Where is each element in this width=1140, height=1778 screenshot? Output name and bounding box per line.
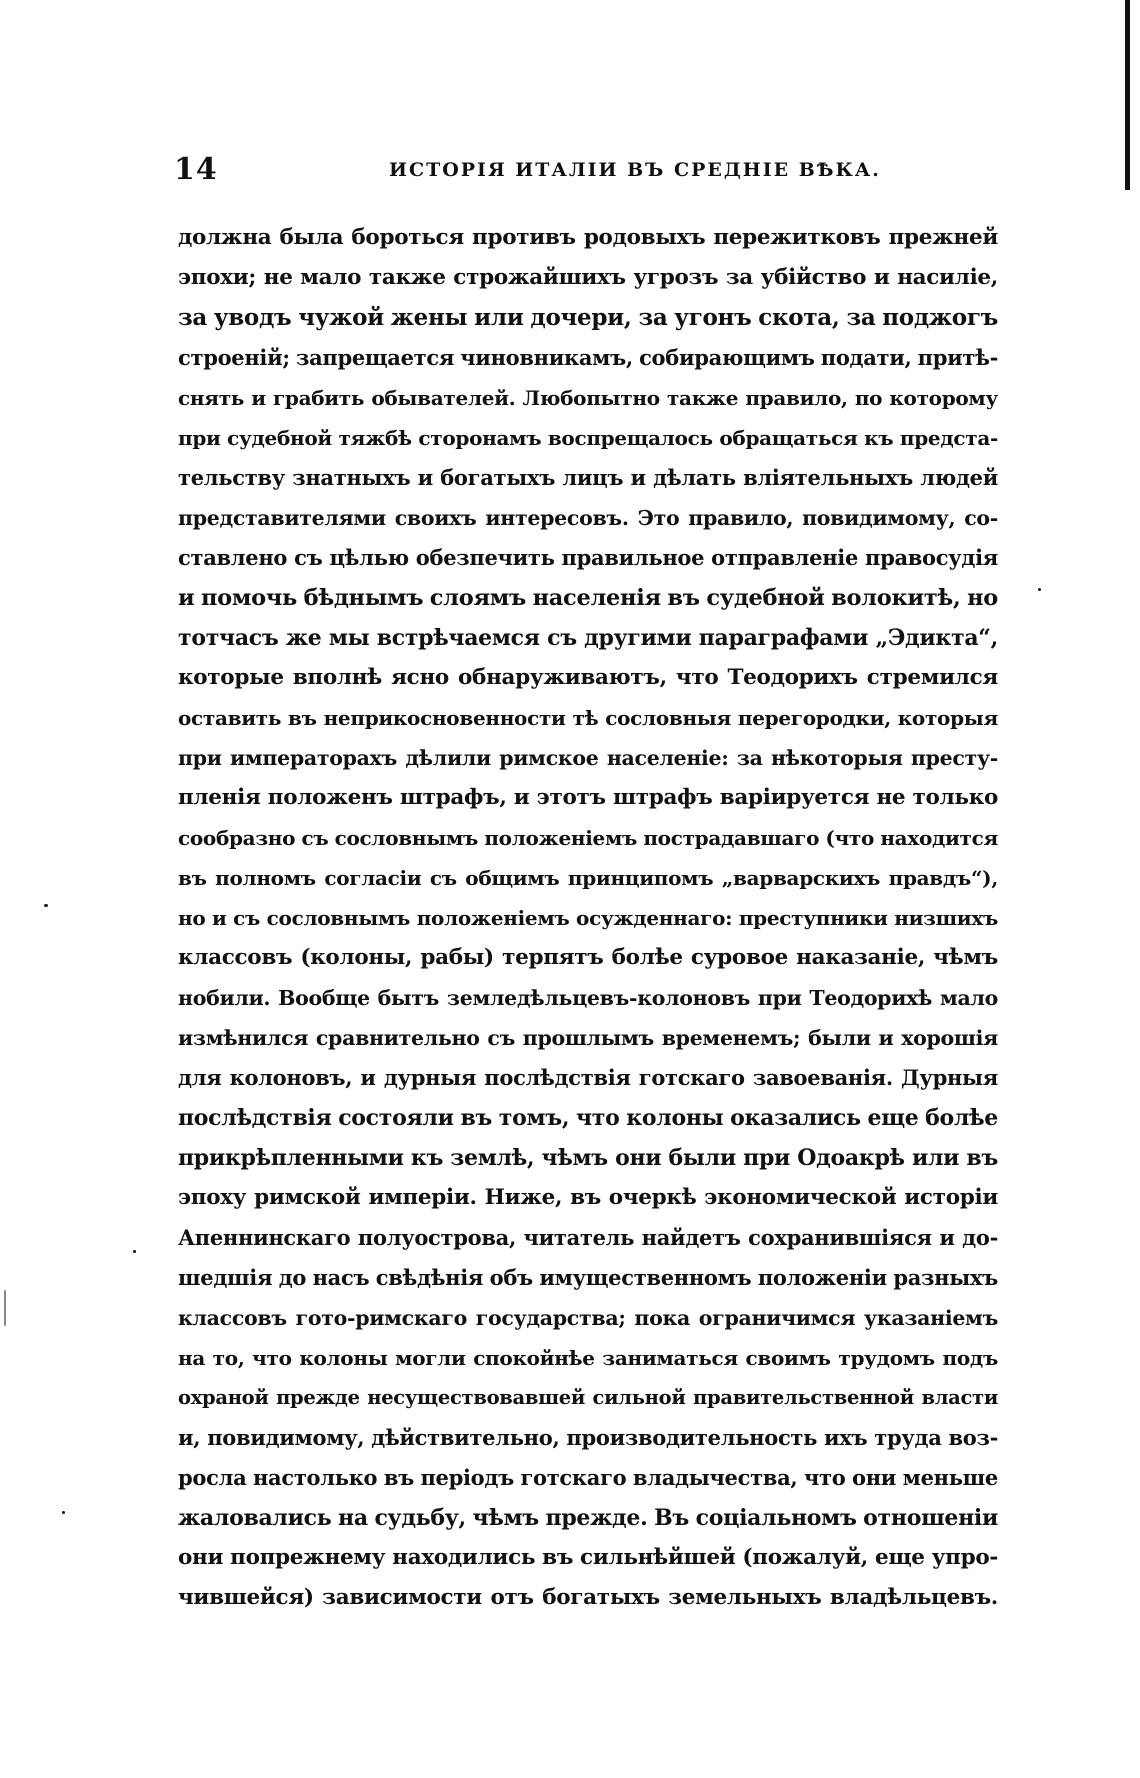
text-line: ставлено съ цѣлью обезпечить правильное отправленіе правосудія [178, 545, 998, 570]
text-line: должна была бороться противъ родовыхъ пережитковъ прежней [178, 225, 998, 250]
text-line: Апеннинскаго полуострова, читатель найдетъ сохранившіяся и до- [178, 1225, 998, 1250]
scan-speck [4, 1290, 6, 1326]
text-line: оставить въ неприкосновенности тѣ сословныя перегородки, которыя [178, 706, 998, 730]
text-line: на то, что колоны могли спокойнѣе заниматься своимъ трудомъ подъ [178, 1346, 998, 1370]
text-line: прикрѣпленными къ землѣ, чѣмъ они были при Одоакрѣ или въ [178, 1145, 998, 1171]
text-line: снять и грабить обывателей. Любопытно также правило, по которому [178, 386, 998, 410]
text-line: послѣдствія состояли въ томъ, что колоны оказались еще болѣе [178, 1105, 998, 1131]
scan-speck [1038, 588, 1041, 591]
text-line: чившейся) зависимости отъ богатыхъ земельныхъ владѣльцевъ. [178, 1585, 998, 1610]
text-line: пленія положенъ штрафъ, и этотъ штрафъ варіируется не только [178, 785, 998, 810]
scan-speck [44, 904, 48, 907]
text-line: въ полномъ согласіи съ общимъ принципомъ „варварскихъ правдъ“), [178, 866, 998, 890]
text-line: тотчасъ же мы встрѣчаемся съ другими параграфами „Эдикта“, [178, 625, 998, 651]
text-line: при судебной тяжбѣ сторонамъ воспрещалось обращаться къ предста- [178, 426, 998, 450]
text-line: классовъ (колоны, рабы) терпятъ болѣе суровое наказаніе, чѣмъ [178, 945, 998, 970]
page-number: 14 [174, 152, 218, 187]
page-edge-border [1125, 0, 1130, 190]
text-line: жаловались на судьбу, чѣмъ прежде. Въ соціальномъ отношеніи [178, 1505, 998, 1531]
scan-speck [133, 1250, 136, 1253]
text-line: росла настолько въ періодъ готскаго владычества, что они меньше [178, 1465, 998, 1490]
text-line: и помочь бѣднымъ слоямъ населенія въ судебной волокитѣ, но [178, 585, 998, 611]
text-line: и, повидимому, дѣйствительно, производительность ихъ труда воз- [178, 1425, 998, 1450]
text-line: нобили. Вообще бытъ земледѣльцевъ-колоновъ при Теодорихѣ мало [178, 986, 998, 1010]
text-line: которые вполнѣ ясно обнаруживаютъ, что Теодорихъ стремился [178, 665, 998, 690]
text-line: для колоновъ, и дурныя послѣдствія готскаго завоеванія. Дурныя [178, 1065, 998, 1090]
text-line: при императорахъ дѣлили римское населеніе: за нѣкоторыя престу- [178, 746, 998, 770]
text-line: эпоху римской имперіи. Ниже, въ очеркѣ экономической исторіи [178, 1185, 998, 1210]
text-line: тельству знатныхъ и богатыхъ лицъ и дѣлать вліятельныхъ людей [178, 465, 998, 490]
text-line: они попрежнему находились въ сильнѣйшей (пожалуй, еще упро- [178, 1545, 998, 1570]
running-title: ИСТОРІЯ ИТАЛІИ ВЪ СРЕДНІЕ ВѢКА. [389, 159, 881, 181]
text-line: измѣнился сравнительно съ прошлымъ временемъ; были и хорошія [178, 1026, 998, 1050]
text-line: представителями своихъ интересовъ. Это правило, повидимому, со- [178, 506, 998, 530]
body-text [178, 218, 998, 1618]
text-line: шедшія до насъ свѣдѣнія объ имущественномъ положеніи разныхъ [178, 1265, 998, 1290]
text-line: охраной прежде несуществовавшей сильной правительственной власти [178, 1386, 998, 1409]
scan-speck [62, 1511, 65, 1514]
text-line: классовъ гото-римскаго государства; пока ограничимся указаніемъ [178, 1306, 998, 1330]
text-line: сообразно съ сословнымъ положеніемъ пострадавшаго (что находится [178, 826, 998, 850]
text-line: за уводъ чужой жены или дочери, за угонъ скота, за поджогъ [178, 304, 998, 331]
page-header [174, 152, 1004, 192]
text-line: но и съ сословнымъ положеніемъ осужденнаго: преступники низшихъ [178, 906, 998, 930]
text-line: эпохи; не мало также строжайшихъ угрозъ за убійство и насиліе, [178, 265, 998, 290]
text-line: строеній; запрещается чиновникамъ, собирающимъ подати, притѣ- [178, 345, 998, 370]
